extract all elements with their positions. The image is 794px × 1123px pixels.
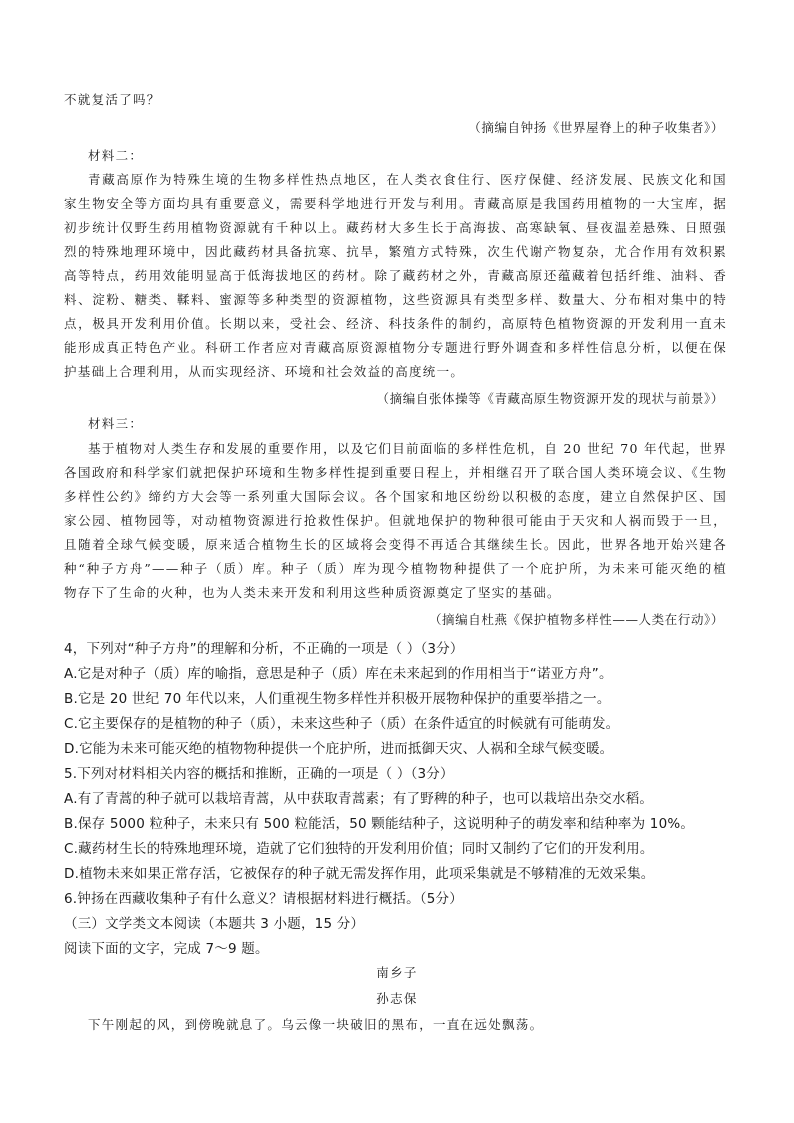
question-5-option-d: D.植物未来如果正常存活，它被保存的种子就无需发挥作用，此项采集就是不够精准的无效采集。 (64, 866, 655, 882)
paragraph-line: 基于植物对人类生存和发展的重要作用，以及它们目前面临的多样性危机，自 20 世纪 70 年代起，世界 (88, 441, 727, 456)
paragraph-line: 各国政府和科学家们就把保护环境和生物多样性提到重要日程上，并相继召开了联合国人类环境会议、《生物 (64, 465, 727, 480)
paragraph-line: 高等特点，药用效能明显高于低海拔地区的药材。除了藏药材之外，青藏高原还蕴藏着包括纤维、油料、香 (64, 268, 727, 283)
question-4-option-b: B.它是 20 世纪 70 年代以来，人们重视生物多样性并积极开展物种保护的重要举措之一。 (64, 691, 611, 707)
question-4-option-a: A.它是对种子（质）库的喻指，意思是种子（质）库在未来起到的作用相当于“诺亚方舟”。 (64, 666, 613, 682)
paragraph-line: 护基础上合理利用，从而实现经济、环境和社会效益的高度统一。 (64, 364, 465, 379)
question-4-stem: 4，下列对“种子方舟”的理解和分析，不正确的一项是（ ）（3分） (64, 641, 464, 657)
question-5-option-c: C.藏药材生长的特殊地理环境，造就了它们独特的开发利用价值；同时又制约了它们的开发利用。 (64, 841, 654, 857)
paragraph-line: 烈的特殊地理环境中，因此藏药材具备抗寒、抗旱，繁殖方式特殊，次生代谢产物复杂，尤合作用有效积累 (64, 244, 727, 259)
text-line: 不就复活了吗？ (64, 92, 161, 107)
paragraph-line: 青藏高原作为特殊生境的生物多样性热点地区，在人类衣食住行、医疗保健、经济发展、民族文化和国 (88, 172, 727, 187)
paragraph-line: 种“种子方舟”——种子（质）库。种子（质）库为现今植物物种提供了一个庇护所，为未来可能灭绝的植 (64, 561, 727, 576)
paragraph-line: 料、淀粉、糖类、鞣料、蜜源等多种类型的资源植物，这些资源具有类型多样、数量大、分布相对集中的特 (64, 292, 727, 307)
question-5-stem: 5.下列对材料相关内容的概括和推断，正确的一项是（ ）（3分） (64, 766, 454, 782)
source-citation: （摘编自钟扬《世界屋脊上的种子收集者》） (468, 120, 724, 135)
question-5-option-b: B.保存 5000 粒种子，未来只有 500 粒能活，50 颗能结种子，这说明种子的萌发率和结种率为 10%。 (64, 816, 695, 832)
question-4-option-c: C.它主要保存的是植物的种子（质），未来这些种子（质）在条件适宜的时候就有可能萌发。 (64, 716, 620, 732)
paragraph-line: 物存下了生命的火种，也为人类未来开发和利用这些种质资源奠定了坚实的基础。 (64, 585, 561, 600)
source-citation: （摘编自杜燕《保护植物多样性——人类在行动》） (428, 612, 724, 627)
paragraph-line: 点，极具开发利用价值。长期以来，受社会、经济、科技条件的制约，高原特色植物资源的开发利用一直未 (64, 316, 727, 331)
section-title: （三）文学类文本阅读（本题共 3 小题，15 分） (64, 916, 365, 932)
question-4-option-d: D.它能为未来可能灭绝的植物物种提供一个庇护所，进而抵御天灾、人祸和全球气候变暖。 (64, 741, 614, 757)
paragraph-line: 能形成真正特色产业。科研工作者应对青藏高原资源植物分专题进行野外调查和多样性信息分析，以便在保 (64, 340, 727, 355)
story-author: 孙志保 (376, 991, 418, 1006)
story-first-line: 下午刚起的风，到傍晚就息了。乌云像一块破旧的黑布，一直在远处飘荡。 (88, 1017, 544, 1032)
paragraph-line: 家生物安全等方面均具有重要意义，需要科学地进行开发与利用。青藏高原是我国药用植物的一大宝库，据 (64, 196, 727, 211)
story-title: 南乡子 (376, 965, 418, 980)
paragraph-line: 初步统计仅野生药用植物资源就有千种以上。藏药材大多生长于高海拔、高寒缺氧、昼夜温差悬殊、日照强 (64, 220, 727, 235)
paragraph-line: 且随着全球气候变暖，原来适合植物生长的区域将会变得不再适合其继续生长。因此，世界各地开始兴建各 (64, 537, 727, 552)
paragraph-line: 家公园、植物园等，对动植物资源进行抢救性保护。但就地保护的物种很可能由于天灾和人祸而毁于一旦， (64, 513, 727, 528)
section-instruction: 阅读下面的文字，完成 7～9 题。 (64, 941, 269, 957)
material-heading: 材料二： (88, 148, 144, 163)
question-6-stem: 6.钟扬在西藏收集种子有什么意义？请根据材料进行概括。（5分） (64, 891, 463, 907)
paragraph-line: 多样性公约》缔约方大会等一系列重大国际会议。各个国家和地区纷纷以积极的态度，建立自然保护区、国 (64, 489, 727, 504)
material-heading: 材料三： (88, 416, 144, 431)
question-5-option-a: A.有了青蒿的种子就可以栽培青蒿，从中获取青蒿素；有了野稗的种子，也可以栽培出杂交水稻。 (64, 791, 654, 807)
source-citation: （摘编自张体操等《青藏高原生物资源开发的现状与前景》） (376, 391, 724, 406)
